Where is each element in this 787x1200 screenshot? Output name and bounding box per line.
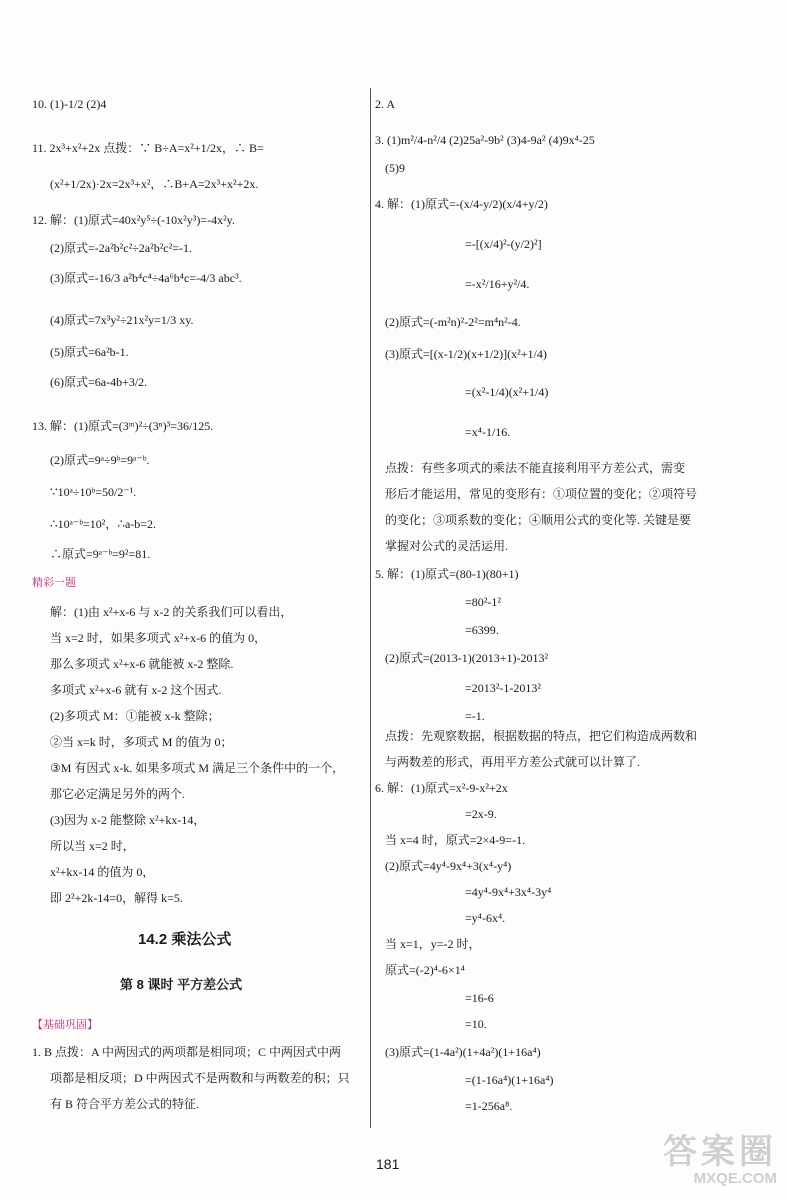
watermark-line1: 答案圈	[663, 1133, 777, 1171]
left-text-line: 所以当 x=2 时，	[50, 839, 135, 853]
left-text-line: 10. (1)-1/2 (2)4	[32, 97, 107, 111]
right-text-line: 的变化；③项系数的变化；④顺用公式的变化等. 关键是要	[385, 513, 692, 527]
left-text-line: 那么多项式 x²+x-6 就能被 x-2 整除.	[50, 657, 234, 671]
right-text-line: 3. (1)m²/4-n²/4 (2)25a²-9b² (3)4-9a² (4)9x⁴-25	[375, 133, 595, 147]
lesson-title: 第 8 课时 平方差公式	[120, 977, 243, 992]
left-text-line: ②当 x=k 时，多项式 M 的值为 0；	[50, 735, 233, 749]
left-text-line: x²+kx-14 的值为 0，	[50, 865, 155, 879]
jingcai-tag: 精彩一题	[32, 577, 76, 589]
left-text-line: (3)原式=-16/3 a²b⁴c⁴÷4a⁶b⁴c=-4/3 abc³.	[50, 271, 242, 285]
right-text-line: (5)9	[385, 161, 405, 175]
left-text-line: 有 B 符合平方差公式的特征.	[50, 1097, 200, 1111]
right-text-line: =4y⁴-9x⁴+3x⁴-3y⁴	[465, 885, 552, 899]
right-text-line: =(1-16a⁴)(1+16a⁴)	[465, 1073, 554, 1087]
left-text-line: (3)因为 x-2 能整除 x²+kx-14，	[50, 813, 206, 827]
left-text-line: (2)多项式 M：①能被 x-k 整除；	[50, 709, 220, 723]
right-text-line: =80²-1²	[465, 595, 501, 609]
right-text-line: (2)原式=(2013-1)(2013+1)-2013²	[385, 651, 549, 665]
right-text-line: =y⁴-6x⁴.	[465, 911, 506, 925]
right-text-line: 掌握对公式的灵活运用.	[385, 539, 509, 553]
left-text-line: 多项式 x²+x-6 就有 x-2 这个因式.	[50, 683, 222, 697]
right-text-line: 当 x=4 时，原式=2×4-9=-1.	[385, 833, 526, 847]
left-text-line: 解：(1)由 x²+x-6 与 x-2 的关系我们可以看出，	[50, 605, 293, 619]
right-text-line: (3)原式=(1-4a²)(1+4a²)(1+16a⁴)	[385, 1045, 541, 1059]
left-text-line: 那它必定满足另外的两个.	[50, 787, 186, 801]
watermark-line2: MXQE.COM	[693, 1170, 777, 1187]
right-text-line: 2. A	[375, 97, 396, 111]
right-text-line: =2x-9.	[465, 807, 497, 821]
left-text-line: 1. B 点拨：A 中两因式的两项都是相同项；C 中两因式中两	[32, 1045, 342, 1059]
left-text-line: 11. 2x³+x²+2x 点拨：∵ B÷A=x²+1/2x，∴ B=	[32, 141, 264, 155]
right-text-line: =6399.	[465, 623, 499, 637]
left-text-line: (2)原式=9ᵃ÷9ᵇ=9ᵃ⁻ᵇ.	[50, 453, 150, 467]
right-text-line: 4. 解：(1)原式=-(x/4-y/2)(x/4+y/2)	[375, 197, 548, 211]
right-text-line: =16-6	[465, 991, 494, 1005]
right-text-line: 6. 解：(1)原式=x²-9-x²+2x	[375, 781, 508, 795]
left-text-line: 12. 解：(1)原式=40x²y⁵÷(-10x²y³)=-4x²y.	[32, 213, 235, 227]
left-text-line: (4)原式=7x³y²÷21x²y=1/3 xy.	[50, 313, 194, 327]
right-text-line: =(x²-1/4)(x²+1/4)	[465, 385, 549, 399]
right-text-line: =-1.	[465, 709, 485, 723]
left-text-line: 当 x=2 时，如果多项式 x²+x-6 的值为 0，	[50, 631, 267, 645]
left-text-line: 项都是相反项；D 中两因式不是两数和与两数差的积；只	[50, 1071, 350, 1085]
left-text-line: (6)原式=6a-4b+3/2.	[50, 375, 148, 389]
left-text-line: 即 2²+2k-14=0，解得 k=5.	[50, 891, 183, 905]
right-text-line: =x⁴-1/16.	[465, 425, 511, 439]
page-number: 181	[376, 1156, 400, 1172]
right-text-line: =1-256a⁸.	[465, 1099, 513, 1113]
right-text-line: 原式=(-2)⁴-6×1⁴	[385, 963, 465, 977]
left-text-line: (x²+1/2x)·2x=2x³+x²，∴B+A=2x³+x²+2x.	[50, 177, 259, 191]
left-text-line: (2)原式=-2a²b²c²÷2a²b²c²=-1.	[50, 241, 192, 255]
watermark-logo	[617, 1134, 777, 1194]
left-text-line: ∴原式=9ᵃ⁻ᵇ=9²=81.	[50, 547, 151, 561]
section-title: 14.2 乘法公式	[138, 931, 232, 948]
column-divider	[370, 88, 371, 1128]
left-text-line: ∵10ᵃ÷10ᵇ=50/2⁻¹.	[50, 485, 137, 499]
right-text-line: 点拨：先观察数据，根据数据的特点，把它们构造成两数和	[385, 729, 698, 743]
right-text-line: =2013²-1-2013²	[465, 681, 541, 695]
right-text-line: 5. 解：(1)原式=(80-1)(80+1)	[375, 567, 519, 581]
right-text-line: 当 x=1，y=-2 时，	[385, 937, 481, 951]
left-text-line: ∴10ᵃ⁻ᵇ=10²，∴a-b=2.	[50, 517, 157, 531]
right-text-line: =10.	[465, 1017, 487, 1031]
right-text-line: =-x²/16+y²/4.	[465, 277, 530, 291]
right-text-line: 形后才能运用，常见的变形有：①项位置的变化；②项符号	[385, 487, 698, 501]
jichu-tag: 【基础巩固】	[32, 1019, 98, 1031]
right-text-line: 与两数差的形式，再用平方差公式就可以计算了.	[385, 755, 641, 769]
right-text-line: (2)原式=4y⁴-9x⁴+3(x⁴-y⁴)	[385, 859, 512, 873]
right-text-line: (2)原式=(-m²n)²-2²=m⁴n²-4.	[385, 315, 521, 329]
right-text-line: (3)原式=[(x-1/2)(x+1/2)](x²+1/4)	[385, 347, 547, 361]
left-text-line: (5)原式=6a²b-1.	[50, 345, 129, 359]
left-text-line: 13. 解：(1)原式=(3ᵐ)²÷(3ⁿ)³=36/125.	[32, 419, 214, 433]
right-text-line: 点拨：有些多项式的乘法不能直接利用平方差公式，需变	[385, 461, 686, 475]
left-text-line: ③M 有因式 x-k. 如果多项式 M 满足三个条件中的一个，	[50, 761, 345, 775]
right-text-line: =-[(x/4)²-(y/2)²]	[465, 237, 542, 251]
